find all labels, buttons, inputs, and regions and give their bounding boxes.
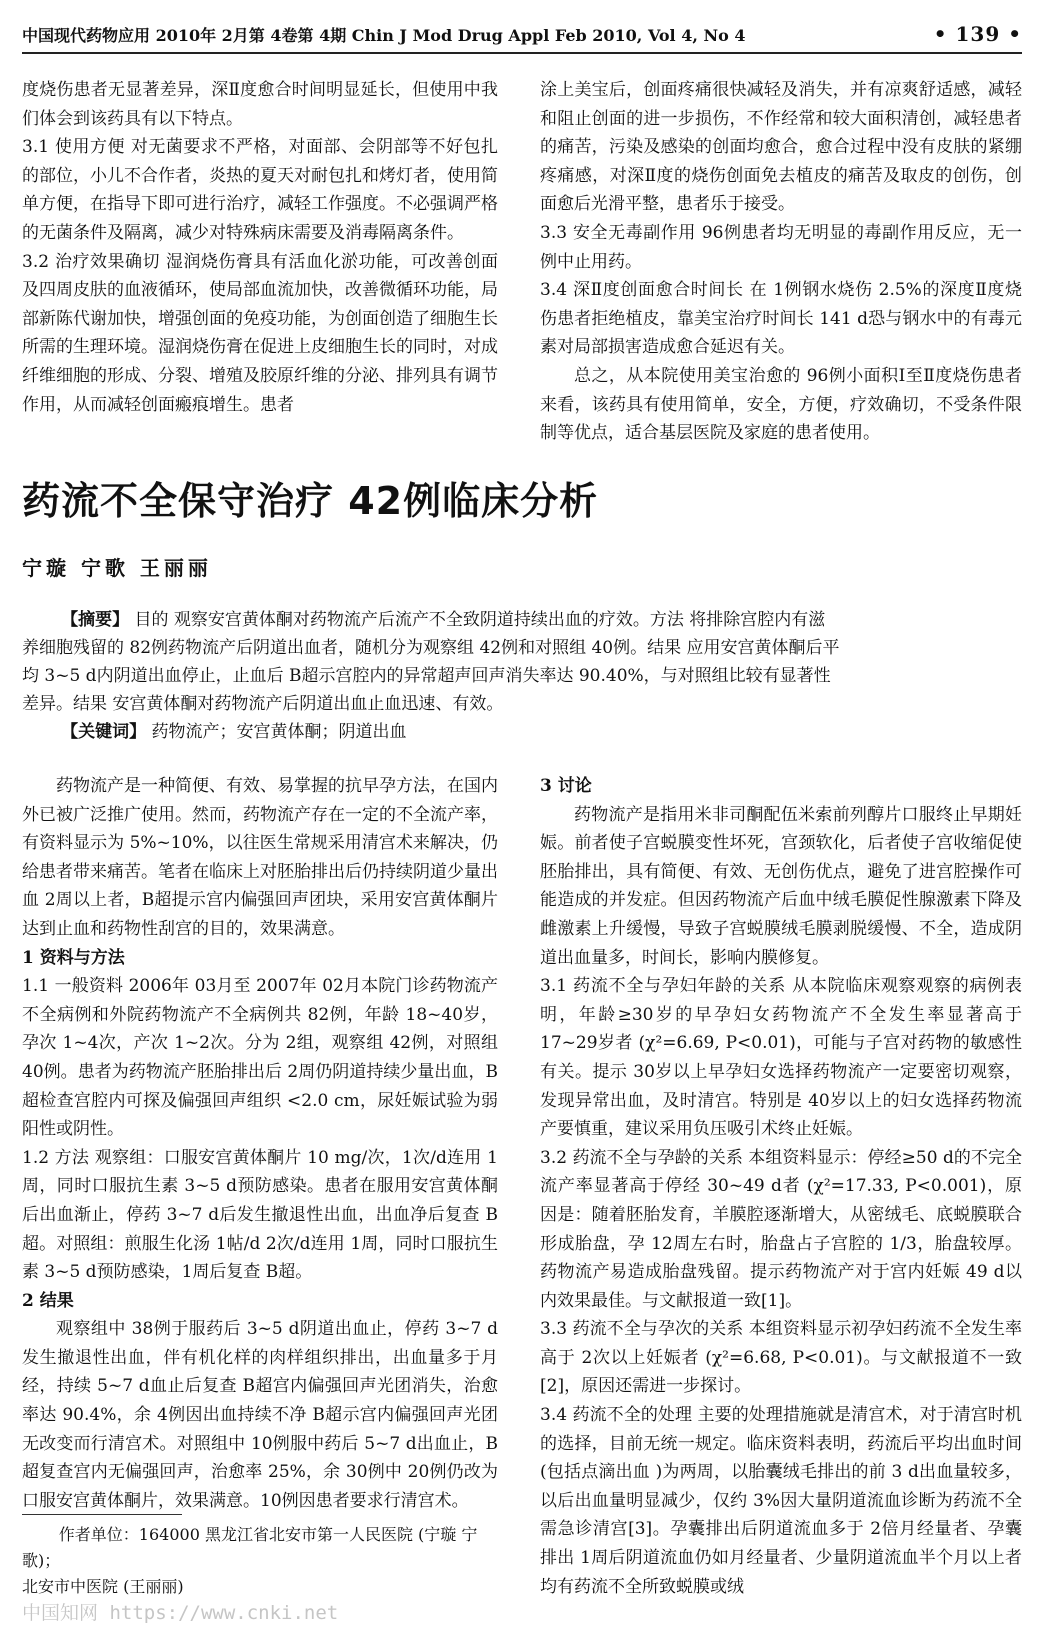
abstract-block: [22, 606, 842, 746]
article-title: 药流不全保守治疗 42例临床分析: [22, 479, 599, 523]
body-paragraph: 涂上美宝后，创面疼痛很快减轻及消失，并有凉爽舒适感，减轻和阻止创面的进一步损伤，不作经常和较大面积清创，减轻患者的痛苦，污染及感染的创面均愈合，愈合过程中没有皮肤的紧绷疼痛感，对深Ⅱ度的烧伤创面免去植皮的痛苦及取皮的创伤，创面愈后光滑平整，患者乐于接受。: [540, 80, 1022, 215]
body-paragraph: 3.4 深Ⅱ度创面愈合时间长 在 1例钢水烧伤 2.5%的深度Ⅱ度烧伤患者拒绝植皮，靠美宝治疗时间长 141 d恐与钢水中的有毒元素对局部损害造成愈合延迟有关。: [540, 280, 1022, 358]
body-paragraph: 1.2 方法 观察组：口服安宫黄体酮片 10 mg/次，1次/d连用 1周，同时口服抗生素 3~5 d预防感染。患者在服用安宫黄体酮后出血渐止，停药 3~7 d后发生撤退性出血，出血净后复查 B超。对照组：煎服生化汤 1帖/d 2次/d连用 1周，同时口服抗生素 3~5 d预防感染，1周后复查 B超。: [22, 1147, 498, 1283]
section-heading: 3 讨论: [540, 776, 592, 796]
body-paragraph: 3.1 药流不全与孕妇年龄的关系 从本院临床观察观察的病例表明，年龄≥30岁的早孕妇女药物流产不全发生率显著高于 17~29岁者 (χ²=6.69, P<0.01)，可能与子宫对药物的敏感性有关。提示 30岁以上早孕妇女选择药物流产一定要密切观察，发现异常出血，及时清宫。特别是 40岁以上的妇女选择药物流产要慎重，建议采用负压吸引术终止妊娠。: [540, 976, 1022, 1140]
body-paragraph: 观察组中 38例于服药后 3~5 d阴道出血止，停药 3~7 d发生撤退性出血，伴有机化样的肉样组织排出，出血量多于月经，持续 5~7 d血止后复查 B超宫内偏强回声光团消失，治愈率达 90.4%，余 4例因出血持续不净 B超示宫内偏强回声光团无改变而行清宫术。对照组中 10例服中药后 5~7 d出血止，B超复查宫内无偏强回声，治愈率 25%，余 30例中 20例仍改为口服安宫黄体酮片，效果满意。10例因患者要求行清宫术。: [22, 1319, 498, 1511]
abstract-paragraph: [22, 606, 842, 718]
author-affiliation-footnote: [22, 1522, 498, 1600]
keywords-text: 药物流产；安宫黄体酮；阴道出血: [151, 722, 407, 742]
prev-article-left-column: [22, 76, 498, 419]
footnote-divider: [22, 1514, 182, 1515]
body-paragraph: 总之，从本院使用美宝治愈的 96例小面积Ⅰ至Ⅱ度烧伤患者来看，该药具有使用简单，安全，方便，疗效确切，不受条件限制等优点，适合基层医院及家庭的患者使用。: [540, 365, 1022, 444]
journal-citation: 中国现代药物应用 2010年 2月第 4卷第 4期 Chin J Mod Drug Appl Feb 2010, Vol 4, No 4: [22, 26, 746, 45]
article-authors: 宁璇 宁歌 王丽丽: [22, 556, 212, 580]
article-right-column: [540, 772, 1022, 1601]
page-number: • 139 •: [933, 22, 1022, 46]
body-paragraph: 3.3 安全无毒副作用 96例患者均无明显的毒副作用反应，无一例中止用药。: [540, 222, 1022, 272]
section-heading: 2 结果: [22, 1290, 74, 1311]
body-paragraph: 3.2 药流不全与孕龄的关系 本组资料显示：停经≥50 d的不完全流产率显著高于停经 30~49 d者 (χ²=17.33, P<0.001)，原因是：随着胚胎发育，羊膜腔逐渐增大，从密绒毛、底蜕膜联合形成胎盘，孕 12周左右时，胎盘占子宫腔的 1/3，胎盘较厚。药物流产易造成胎盘残留。提示药物流产对于宫内妊娠 49 d以内效果最佳。与文献报道一致[1]。: [540, 1147, 1022, 1311]
body-paragraph: 3.1 使用方便 对无菌要求不严格，对面部、会阴部等不好包扎的部位，小儿不合作者，炎热的夏天对耐包扎和烤灯者，使用简单方便，在指导下即可进行治疗，减轻工作强度。不必强调严格的无菌条件及隔离，减少对特殊病床需要及消毒隔离条件。: [22, 137, 498, 243]
footnote-line: 作者单位：164000 黑龙江省北安市第一人民医院 (宁璇 宁歌)；: [22, 1525, 478, 1570]
body-paragraph: 度烧伤患者无显著差异，深Ⅱ度愈合时间明显延长，但使用中我们体会到该药具有以下特点。: [22, 80, 498, 129]
keywords-paragraph: [22, 718, 842, 746]
body-paragraph: 3.2 治疗效果确切 湿润烧伤膏具有活血化淤功能，可改善创面及四周皮肤的血液循环，使局部血流加快，改善微循环功能，局部新陈代谢加快，增强创面的免疫功能，为创面创造了细胞生长所需的生理环境。湿润烧伤膏在促进上皮细胞生长的同时，对成纤维细胞的形成、分裂、增殖及胶原纤维的分泌、排列具有调节作用，从而减轻创面瘢痕增生。患者: [22, 251, 498, 415]
body-paragraph: 药物流产是指用米非司酮配伍米索前列醇片口服终止早期妊娠。前者使子宫蜕膜变性坏死，宫颈软化，后者使子宫收缩促使胚胎排出，具有简便、有效、无创伤优点，避免了进宫腔操作可能造成的并发症。但因药物流产后血中绒毛膜促性腺激素下降及雌激素上升缓慢，导致子宫蜕膜绒毛膜剥脱缓慢、不全，造成阴道出血量多，时间长，影响内膜修复。: [540, 804, 1022, 968]
body-paragraph: 3.4 药流不全的处理 主要的处理措施就是清宫术，对于清宫时机的选择，目前无统一规定。临床资料表明，药流后平均出血时间 (包括点滴出血 )为两周，以胎囊绒毛排出的前 3 d出血量较多，以后出血量明显减少，仅约 3%因大量阴道流血诊断为药流不全需急诊清宫[3]。孕囊排出后阴道流血多于 2倍月经量者、孕囊排出 1周后阴道流血仍如月经量者、少量阴道流血半个月以上者均有药流不全所致蜕膜或绒: [540, 1405, 1022, 1597]
body-paragraph: 药物流产是一种简便、有效、易掌握的抗早孕方法，在国内外已被广泛推广使用。然而，药物流产存在一定的不全流产率，有资料显示为 5%~10%，以往医生常规采用清宫术来解决，仍给患者带来痛苦。笔者在临床上对胚胎排出后仍持续阴道少量出血 2周以上者，B超提示宫内偏强回声团块，采用安宫黄体酮片达到止血和药物性刮宫的目的，效果满意。: [22, 776, 498, 939]
prev-article-right-column: [540, 76, 1022, 448]
abstract-text: 目的 观察安宫黄体酮对药物流产后流产不全致阴道持续出血的疗效。方法 将排除宫腔内有滋养细胞残留的 82例药物流产后阴道出血者，随机分为观察组 42例和对照组 40例。结果 应用安宫黄体酮后平均 3~5 d内阴道出血停止，止血后 B超示宫腔内的异常超声回声消失率达 90.40%，与对照组比较有显著性差异。结果 安宫黄体酮对药物流产后阴道出血止血迅速、有效。: [22, 610, 840, 714]
journal-header: [22, 20, 1022, 54]
footnote-line: 北安市中医院 (王丽丽): [22, 1577, 184, 1596]
section-heading: 1 资料与方法: [22, 947, 125, 968]
body-paragraph: 1.1 一般资料 2006年 03月至 2007年 02月本院门诊药物流产不全病例和外院药物流产不全病例共 82例，年龄 18~40岁，孕次 1~4次，产次 1~2次。分为 2组，观察组 42例，对照组 40例。患者为药物流产胚胎排出后 2周仍阴道持续少量出血，B超检查宫腔内可探及偏强回声组织 <2.0 cm，尿妊娠试验为弱阳性或阴性。: [22, 976, 498, 1140]
keywords-label: 【关键词】: [61, 722, 147, 742]
article-left-column: [22, 772, 498, 1515]
abstract-label: 【摘要】: [61, 610, 130, 630]
body-paragraph: 3.3 药流不全与孕次的关系 本组资料显示初孕妇药流不全发生率高于 2次以上妊娠者 (χ²=6.68, P<0.01)。与文献报道不一致[2]，原因还需进一步探讨。: [540, 1319, 1022, 1397]
cnki-watermark: 中国知网 https://www.cnki.net: [22, 1602, 339, 1624]
